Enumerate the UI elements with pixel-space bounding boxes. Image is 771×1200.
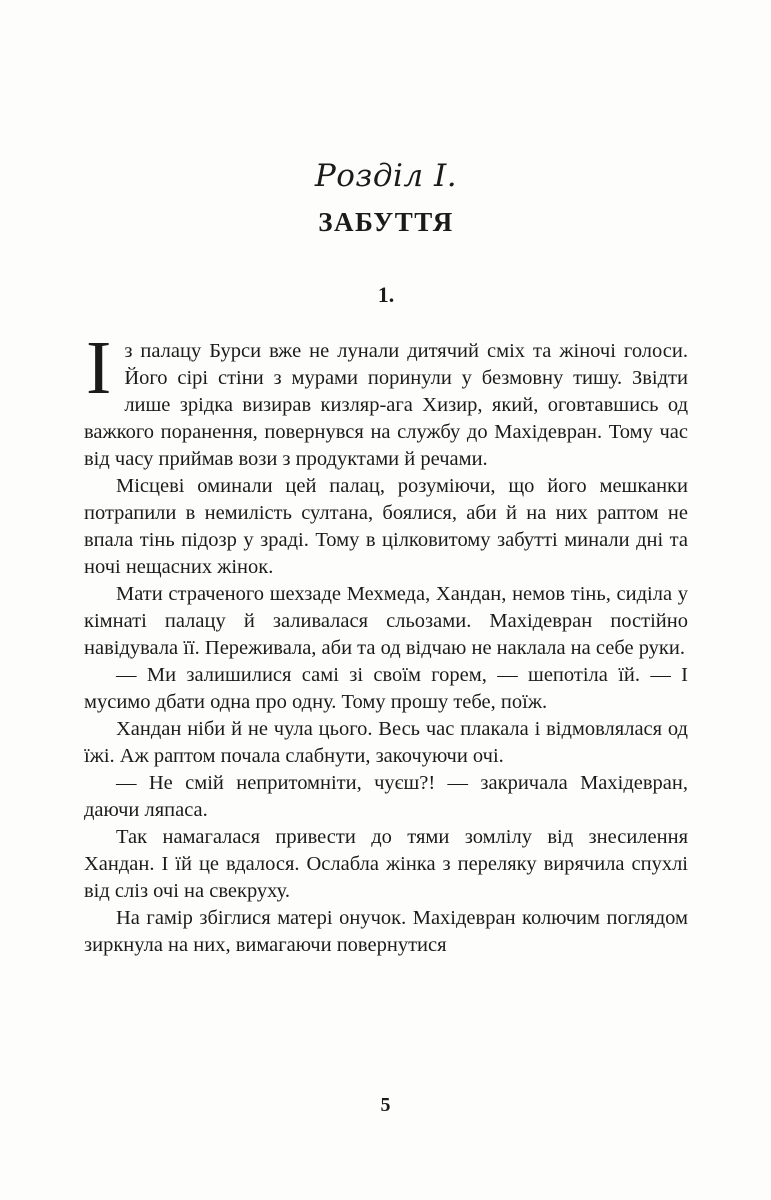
paragraph: Мати страченого шехзаде Мехмеда, Хандан, немов тінь, сиділа у кімнаті палацу й заливалася сльозами. Махідевран постійно навідувала її. Переживала, аби та од відчаю не наклала на себе руки. (84, 583, 688, 659)
page-number: 5 (380, 1094, 391, 1116)
paragraph: На гамір збіглися матері онучок. Махідевран колючим поглядом зиркнула на них, вимагаючи повернутися (84, 907, 688, 956)
page-content (84, 158, 688, 959)
paragraph (84, 326, 688, 473)
body-text (84, 326, 688, 959)
chapter-heading: Розділ І. (314, 158, 458, 194)
paragraph: — Не смій непритомніти, чуєш?! — закричала Махідевран, даючи ляпаса. (84, 772, 688, 821)
paragraph: Місцеві оминали цей палац, розуміючи, що його мешканки потрапили в немилість султана, боялися, аби й на них раптом не впала тінь підозр у зраді. Тому в цілковитому забутті минали дні та ночі нещасних жінок. (84, 475, 688, 578)
paragraph: Так намагалася привести до тями зомлілу від знесилення Хандан. І їй це вдалося. Ослабла жінка з переляку вирячила спухлі від сліз очі на свекруху. (84, 826, 688, 902)
paragraph: Хандан ніби й не чула цього. Весь час плакала і відмовлялася од їжі. Аж раптом почала слабнути, закочуючи очі. (84, 718, 688, 767)
paragraph-text: з палацу Бурси вже не лунали дитячий сміх та жіночі голоси. Його сірі стіни з мурами поринули у безмовну тишу. Звідти лише зрідка визирав кизляр-ага Хизир, який, оговтавшись од важкого поранення, повернувся на службу до Махідевран. Тому час від часу приймав вози з продуктами й речами. (84, 340, 688, 470)
drop-cap: І (86, 326, 112, 410)
paragraph: — Ми залишилися самі зі своїм горем, — шепотіла їй. — І мусимо дбати одна про одну. Тому прошу тебе, поїж. (84, 664, 688, 713)
section-number: 1. (377, 282, 395, 307)
chapter-title: ЗАБУТТЯ (318, 207, 454, 237)
